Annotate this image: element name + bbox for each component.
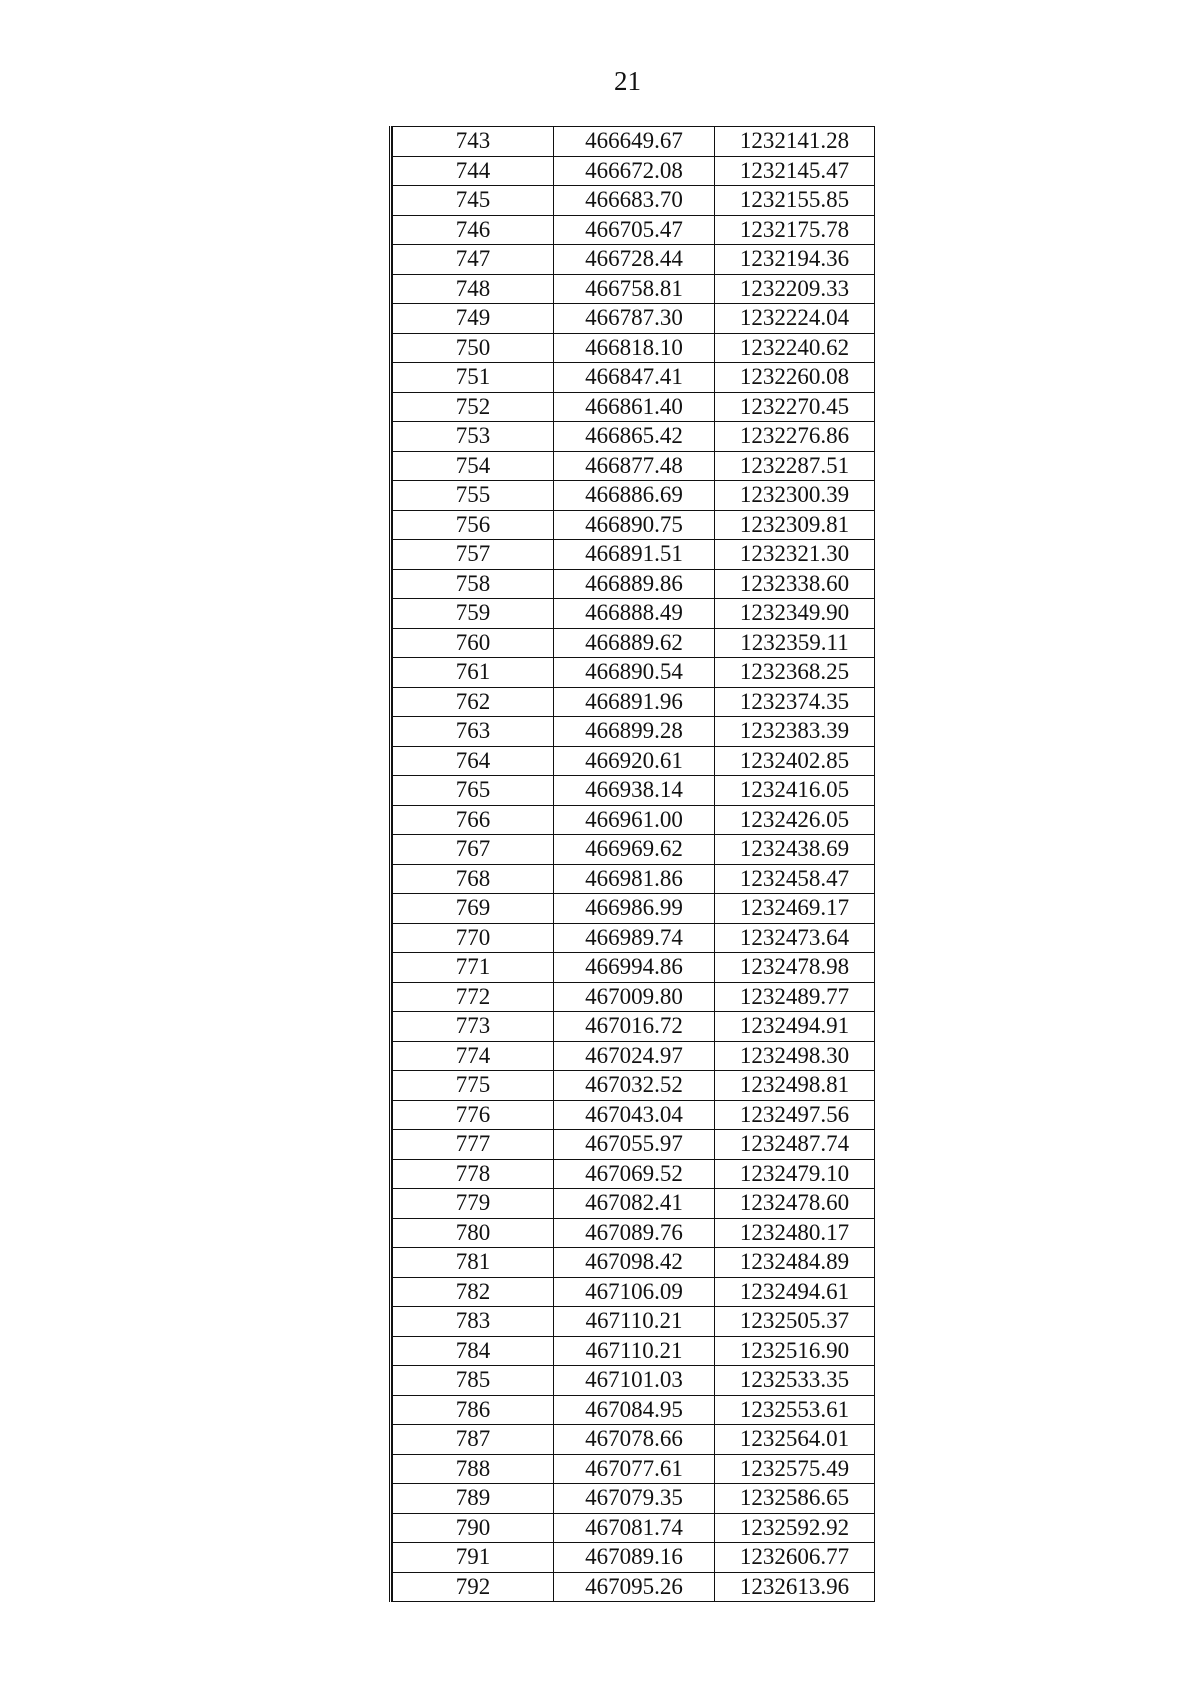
table-row — [393, 304, 875, 334]
x-coordinate-cell: 466705.47 — [554, 215, 715, 245]
x-coordinate-cell: 467024.97 — [554, 1041, 715, 1071]
x-coordinate-cell: 466891.51 — [554, 540, 715, 570]
table-row — [393, 510, 875, 540]
point-number-cell: 778 — [393, 1159, 554, 1189]
table-row — [393, 363, 875, 393]
point-number-cell: 781 — [393, 1248, 554, 1278]
table-row — [393, 333, 875, 363]
y-coordinate-cell: 1232497.56 — [715, 1100, 875, 1130]
y-coordinate-cell: 1232494.91 — [715, 1012, 875, 1042]
x-coordinate-cell: 466683.70 — [554, 186, 715, 216]
point-number-cell: 777 — [393, 1130, 554, 1160]
x-coordinate-cell: 467077.61 — [554, 1454, 715, 1484]
x-coordinate-cell: 467079.35 — [554, 1484, 715, 1514]
point-number-cell: 769 — [393, 894, 554, 924]
x-coordinate-cell: 466818.10 — [554, 333, 715, 363]
point-number-cell: 771 — [393, 953, 554, 983]
x-coordinate-cell: 466847.41 — [554, 363, 715, 393]
y-coordinate-cell: 1232498.81 — [715, 1071, 875, 1101]
table-row — [393, 1513, 875, 1543]
point-number-cell: 747 — [393, 245, 554, 275]
x-coordinate-cell: 467032.52 — [554, 1071, 715, 1101]
y-coordinate-cell: 1232300.39 — [715, 481, 875, 511]
x-coordinate-cell: 467055.97 — [554, 1130, 715, 1160]
table-row — [393, 1012, 875, 1042]
table-row — [393, 1543, 875, 1573]
coordinates-table-body — [393, 127, 875, 1602]
table-row — [393, 569, 875, 599]
table-row — [393, 982, 875, 1012]
table-row — [393, 156, 875, 186]
table-row — [393, 1189, 875, 1219]
point-number-cell: 765 — [393, 776, 554, 806]
y-coordinate-cell: 1232613.96 — [715, 1572, 875, 1602]
x-coordinate-cell: 467082.41 — [554, 1189, 715, 1219]
x-coordinate-cell: 466890.75 — [554, 510, 715, 540]
point-number-cell: 756 — [393, 510, 554, 540]
y-coordinate-cell: 1232473.64 — [715, 923, 875, 953]
point-number-cell: 757 — [393, 540, 554, 570]
x-coordinate-cell: 467089.76 — [554, 1218, 715, 1248]
point-number-cell: 780 — [393, 1218, 554, 1248]
y-coordinate-cell: 1232416.05 — [715, 776, 875, 806]
table-row — [393, 1159, 875, 1189]
x-coordinate-cell: 466969.62 — [554, 835, 715, 865]
table-row — [393, 864, 875, 894]
point-number-cell: 776 — [393, 1100, 554, 1130]
x-coordinate-cell: 466889.62 — [554, 628, 715, 658]
y-coordinate-cell: 1232487.74 — [715, 1130, 875, 1160]
y-coordinate-cell: 1232368.25 — [715, 658, 875, 688]
table-row — [393, 1248, 875, 1278]
point-number-cell: 787 — [393, 1425, 554, 1455]
x-coordinate-cell: 467089.16 — [554, 1543, 715, 1573]
point-number-cell: 754 — [393, 451, 554, 481]
point-number-cell: 749 — [393, 304, 554, 334]
x-coordinate-cell: 467095.26 — [554, 1572, 715, 1602]
point-number-cell: 767 — [393, 835, 554, 865]
point-number-cell: 762 — [393, 687, 554, 717]
point-number-cell: 774 — [393, 1041, 554, 1071]
y-coordinate-cell: 1232533.35 — [715, 1366, 875, 1396]
y-coordinate-cell: 1232489.77 — [715, 982, 875, 1012]
table-row — [393, 1277, 875, 1307]
y-coordinate-cell: 1232478.98 — [715, 953, 875, 983]
y-coordinate-cell: 1232479.10 — [715, 1159, 875, 1189]
table-row — [393, 186, 875, 216]
x-coordinate-cell: 467084.95 — [554, 1395, 715, 1425]
x-coordinate-cell: 466994.86 — [554, 953, 715, 983]
y-coordinate-cell: 1232426.05 — [715, 805, 875, 835]
y-coordinate-cell: 1232592.92 — [715, 1513, 875, 1543]
x-coordinate-cell: 466986.99 — [554, 894, 715, 924]
point-number-cell: 755 — [393, 481, 554, 511]
x-coordinate-cell: 466938.14 — [554, 776, 715, 806]
y-coordinate-cell: 1232498.30 — [715, 1041, 875, 1071]
x-coordinate-cell: 467081.74 — [554, 1513, 715, 1543]
table-row — [393, 1395, 875, 1425]
y-coordinate-cell: 1232224.04 — [715, 304, 875, 334]
x-coordinate-cell: 467069.52 — [554, 1159, 715, 1189]
x-coordinate-cell: 467009.80 — [554, 982, 715, 1012]
y-coordinate-cell: 1232606.77 — [715, 1543, 875, 1573]
y-coordinate-cell: 1232209.33 — [715, 274, 875, 304]
point-number-cell: 785 — [393, 1366, 554, 1396]
point-number-cell: 760 — [393, 628, 554, 658]
x-coordinate-cell: 466888.49 — [554, 599, 715, 629]
table-row — [393, 451, 875, 481]
table-row — [393, 422, 875, 452]
point-number-cell: 744 — [393, 156, 554, 186]
table-row — [393, 923, 875, 953]
point-number-cell: 788 — [393, 1454, 554, 1484]
point-number-cell: 768 — [393, 864, 554, 894]
table-row — [393, 1336, 875, 1366]
page-number: 21 — [614, 66, 641, 96]
y-coordinate-cell: 1232553.61 — [715, 1395, 875, 1425]
y-coordinate-cell: 1232349.90 — [715, 599, 875, 629]
x-coordinate-cell: 466981.86 — [554, 864, 715, 894]
y-coordinate-cell: 1232516.90 — [715, 1336, 875, 1366]
table-row — [393, 687, 875, 717]
point-number-cell: 748 — [393, 274, 554, 304]
table-row — [393, 953, 875, 983]
x-coordinate-cell: 466989.74 — [554, 923, 715, 953]
table-row — [393, 1071, 875, 1101]
point-number-cell: 746 — [393, 215, 554, 245]
point-number-cell: 773 — [393, 1012, 554, 1042]
y-coordinate-cell: 1232458.47 — [715, 864, 875, 894]
y-coordinate-cell: 1232478.60 — [715, 1189, 875, 1219]
coordinates-table-wrapper — [389, 126, 874, 1602]
point-number-cell: 789 — [393, 1484, 554, 1514]
y-coordinate-cell: 1232276.86 — [715, 422, 875, 452]
table-row — [393, 481, 875, 511]
y-coordinate-cell: 1232338.60 — [715, 569, 875, 599]
point-number-cell: 751 — [393, 363, 554, 393]
x-coordinate-cell: 467043.04 — [554, 1100, 715, 1130]
point-number-cell: 766 — [393, 805, 554, 835]
y-coordinate-cell: 1232194.36 — [715, 245, 875, 275]
x-coordinate-cell: 466899.28 — [554, 717, 715, 747]
point-number-cell: 761 — [393, 658, 554, 688]
x-coordinate-cell: 466758.81 — [554, 274, 715, 304]
point-number-cell: 763 — [393, 717, 554, 747]
y-coordinate-cell: 1232494.61 — [715, 1277, 875, 1307]
x-coordinate-cell: 466961.00 — [554, 805, 715, 835]
x-coordinate-cell: 466787.30 — [554, 304, 715, 334]
coordinates-table — [392, 126, 875, 1602]
table-row — [393, 1130, 875, 1160]
y-coordinate-cell: 1232145.47 — [715, 156, 875, 186]
x-coordinate-cell: 466672.08 — [554, 156, 715, 186]
table-row — [393, 746, 875, 776]
y-coordinate-cell: 1232383.39 — [715, 717, 875, 747]
point-number-cell: 770 — [393, 923, 554, 953]
x-coordinate-cell: 466877.48 — [554, 451, 715, 481]
table-row — [393, 392, 875, 422]
point-number-cell: 753 — [393, 422, 554, 452]
table-row — [393, 835, 875, 865]
x-coordinate-cell: 466891.96 — [554, 687, 715, 717]
point-number-cell: 745 — [393, 186, 554, 216]
point-number-cell: 743 — [393, 127, 554, 157]
point-number-cell: 784 — [393, 1336, 554, 1366]
point-number-cell: 752 — [393, 392, 554, 422]
y-coordinate-cell: 1232575.49 — [715, 1454, 875, 1484]
y-coordinate-cell: 1232564.01 — [715, 1425, 875, 1455]
table-row — [393, 1572, 875, 1602]
table-row — [393, 1041, 875, 1071]
point-number-cell: 750 — [393, 333, 554, 363]
table-row — [393, 215, 875, 245]
point-number-cell: 758 — [393, 569, 554, 599]
y-coordinate-cell: 1232270.45 — [715, 392, 875, 422]
point-number-cell: 759 — [393, 599, 554, 629]
point-number-cell: 790 — [393, 1513, 554, 1543]
table-row — [393, 1366, 875, 1396]
point-number-cell: 779 — [393, 1189, 554, 1219]
x-coordinate-cell: 466886.69 — [554, 481, 715, 511]
y-coordinate-cell: 1232505.37 — [715, 1307, 875, 1337]
y-coordinate-cell: 1232469.17 — [715, 894, 875, 924]
y-coordinate-cell: 1232260.08 — [715, 363, 875, 393]
table-row — [393, 894, 875, 924]
point-number-cell: 772 — [393, 982, 554, 1012]
x-coordinate-cell: 466890.54 — [554, 658, 715, 688]
point-number-cell: 764 — [393, 746, 554, 776]
y-coordinate-cell: 1232359.11 — [715, 628, 875, 658]
table-row — [393, 1307, 875, 1337]
point-number-cell: 775 — [393, 1071, 554, 1101]
table-row — [393, 628, 875, 658]
point-number-cell: 792 — [393, 1572, 554, 1602]
y-coordinate-cell: 1232374.35 — [715, 687, 875, 717]
y-coordinate-cell: 1232321.30 — [715, 540, 875, 570]
y-coordinate-cell: 1232402.85 — [715, 746, 875, 776]
y-coordinate-cell: 1232480.17 — [715, 1218, 875, 1248]
point-number-cell: 786 — [393, 1395, 554, 1425]
y-coordinate-cell: 1232141.28 — [715, 127, 875, 157]
table-row — [393, 1484, 875, 1514]
y-coordinate-cell: 1232287.51 — [715, 451, 875, 481]
x-coordinate-cell: 466728.44 — [554, 245, 715, 275]
x-coordinate-cell: 466649.67 — [554, 127, 715, 157]
x-coordinate-cell: 467106.09 — [554, 1277, 715, 1307]
x-coordinate-cell: 467101.03 — [554, 1366, 715, 1396]
y-coordinate-cell: 1232586.65 — [715, 1484, 875, 1514]
x-coordinate-cell: 467098.42 — [554, 1248, 715, 1278]
y-coordinate-cell: 1232175.78 — [715, 215, 875, 245]
table-row — [393, 245, 875, 275]
x-coordinate-cell: 467078.66 — [554, 1425, 715, 1455]
x-coordinate-cell: 467016.72 — [554, 1012, 715, 1042]
y-coordinate-cell: 1232438.69 — [715, 835, 875, 865]
table-row — [393, 540, 875, 570]
table-row — [393, 599, 875, 629]
point-number-cell: 791 — [393, 1543, 554, 1573]
table-row — [393, 274, 875, 304]
point-number-cell: 782 — [393, 1277, 554, 1307]
point-number-cell: 783 — [393, 1307, 554, 1337]
x-coordinate-cell: 467110.21 — [554, 1307, 715, 1337]
x-coordinate-cell: 466889.86 — [554, 569, 715, 599]
y-coordinate-cell: 1232484.89 — [715, 1248, 875, 1278]
table-row — [393, 1425, 875, 1455]
y-coordinate-cell: 1232309.81 — [715, 510, 875, 540]
table-row — [393, 127, 875, 157]
table-row — [393, 1100, 875, 1130]
table-row — [393, 1218, 875, 1248]
x-coordinate-cell: 466920.61 — [554, 746, 715, 776]
table-row — [393, 776, 875, 806]
table-row — [393, 658, 875, 688]
y-coordinate-cell: 1232155.85 — [715, 186, 875, 216]
x-coordinate-cell: 466861.40 — [554, 392, 715, 422]
y-coordinate-cell: 1232240.62 — [715, 333, 875, 363]
table-row — [393, 1454, 875, 1484]
x-coordinate-cell: 466865.42 — [554, 422, 715, 452]
table-row — [393, 805, 875, 835]
x-coordinate-cell: 467110.21 — [554, 1336, 715, 1366]
table-row — [393, 717, 875, 747]
